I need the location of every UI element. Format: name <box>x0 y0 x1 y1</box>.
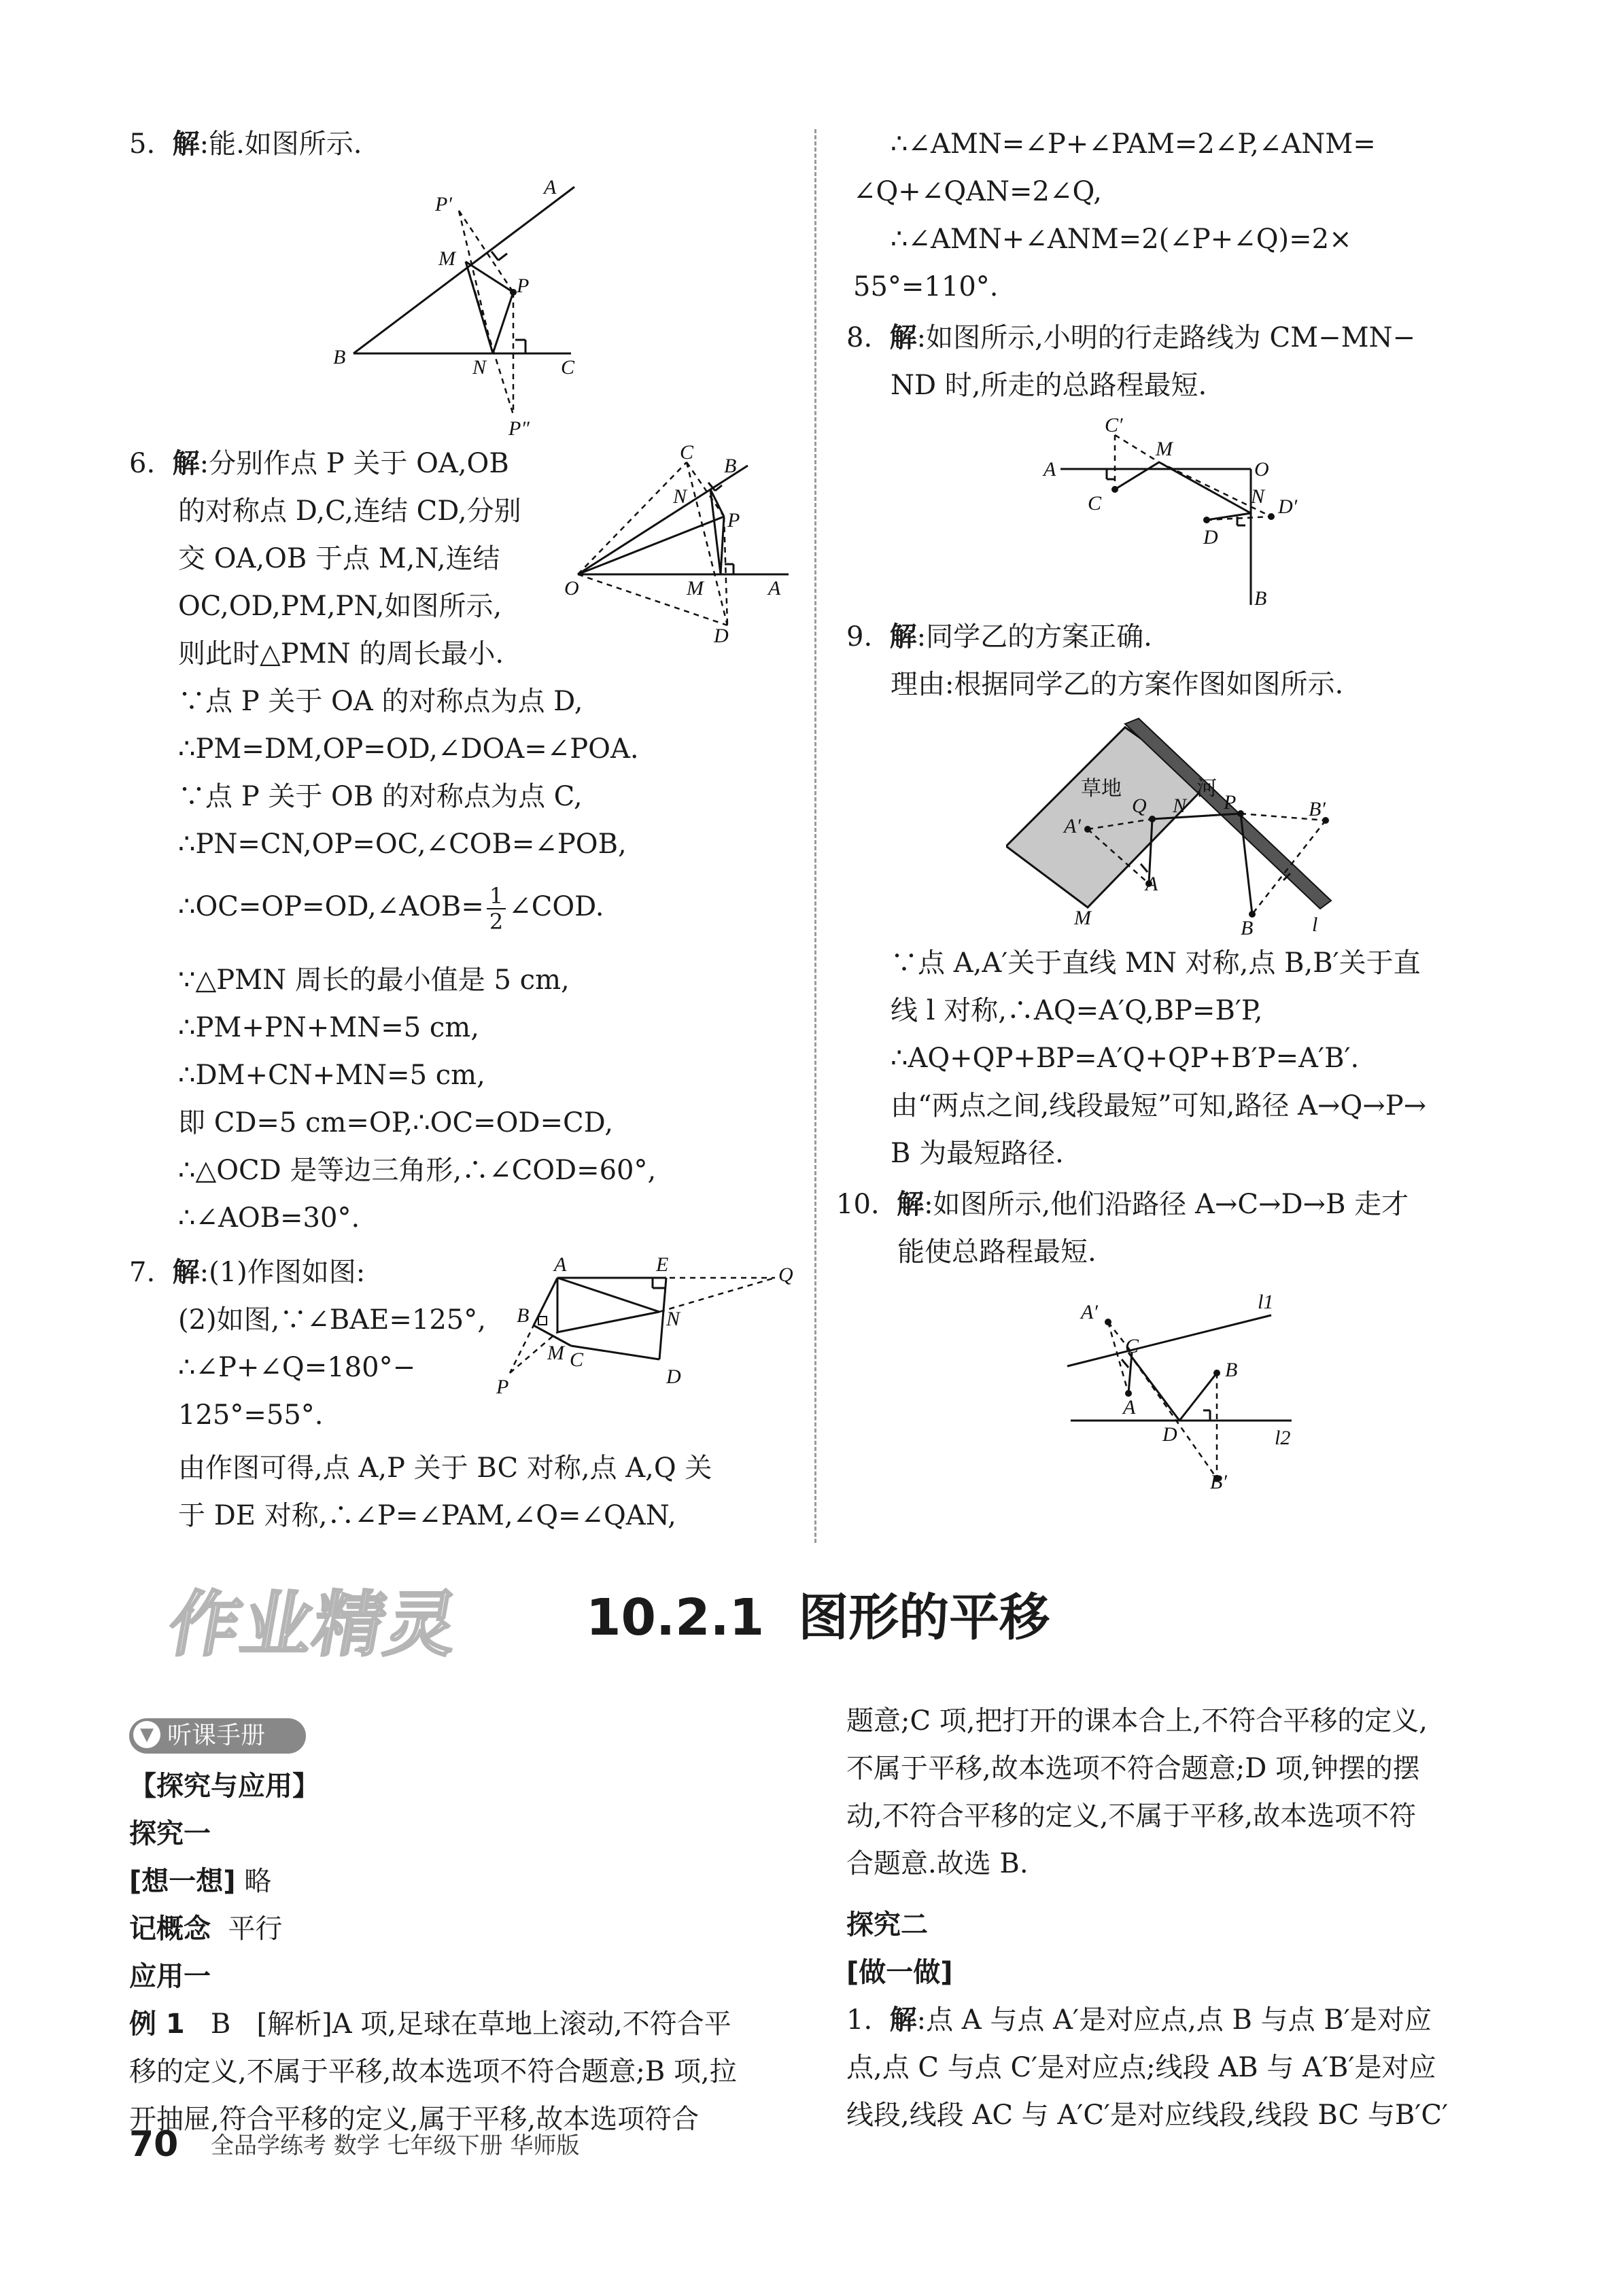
listen-handbook-badge: ▼ 听课手册 <box>129 1718 306 1754</box>
heading: 探究二 <box>846 1909 928 1941</box>
q6-line: 即 CD=5 cm=OP,∴OC=OD=CD, <box>178 1107 613 1138</box>
fig10-label: A′ <box>1081 1301 1098 1323</box>
fig8-label: D′ <box>1278 495 1298 518</box>
fig5-label: B <box>333 346 346 368</box>
q9-line: 理由:根据同学乙的方案作图如图所示. <box>891 669 1344 700</box>
fig6-label: A <box>768 577 781 599</box>
fig6-label: C <box>680 442 694 464</box>
fig9-label: Q <box>1132 795 1147 817</box>
figure-7 <box>489 1251 802 1400</box>
q7-cont-line: ∴∠AMN=∠P+∠PAM=2∠P,∠ANM= <box>891 128 1376 160</box>
q6-line: ∵点 P 关于 OB 的对称点为点 C, <box>178 781 583 812</box>
q6-line: ∴PM=DM,OP=OD,∠DOA=∠POA. <box>178 733 639 765</box>
fig5-label: P′ <box>435 193 452 215</box>
q9-line: ∴AQ+QP+BP=A′Q+QP+B′P=A′B′. <box>891 1043 1360 1074</box>
fig5-label: A <box>544 176 557 198</box>
figure-5 <box>326 170 598 442</box>
fig8-label: M <box>1156 438 1173 460</box>
lower-right-line: 点,点 C 与点 C′是对应点;线段 AB 与 A′B′是对应 <box>846 2052 1436 2083</box>
watermark-logo: 作业精灵 <box>162 1583 466 1666</box>
q8-line: ND 时,所走的总路程最短. <box>891 370 1207 401</box>
fig10-label: B′ <box>1210 1471 1227 1493</box>
fig5-label: P″ <box>508 417 530 440</box>
fraction: $\frac{1}{2}$ <box>487 884 506 934</box>
fig6-label: P <box>727 509 740 532</box>
lower-left-line: 开抽屉,符合平移的定义,属于平移,故本选项符合 <box>129 2104 700 2135</box>
fig10-label: l2 <box>1275 1427 1291 1449</box>
fig9-label: P <box>1224 791 1237 814</box>
lower-right-line: 题意;C 项,把打开的课本合上,不符合平移的定义, <box>846 1705 1428 1737</box>
q7-cont-line: ∠Q+∠QAN=2∠Q, <box>853 176 1103 207</box>
fig8-label: A <box>1043 458 1056 481</box>
q10-line: 能使总路程最短. <box>897 1236 1097 1268</box>
page-number: 70 <box>129 2124 179 2165</box>
q6-line: ∴∠AOB=30°. <box>178 1202 360 1234</box>
figure-9 <box>1006 710 1360 948</box>
q6-line: 的对称点 D,C,连结 CD,分别 <box>178 495 521 527</box>
heading: 应用一 <box>129 1961 211 1992</box>
lower-right-line: 动,不符合平移的定义,不属于平移,故本选项不符 <box>846 1801 1417 1832</box>
q7-cont-line: ∴∠AMN+∠ANM=2(∠P+∠Q)=2× <box>891 224 1352 255</box>
q6-line: ∴PM+PN+MN=5 cm, <box>178 1012 479 1043</box>
fig6-label: N <box>673 485 687 508</box>
fig8-label: D <box>1203 526 1218 549</box>
chevron-down-icon: ▼ <box>133 1721 160 1748</box>
fig9-label: B <box>1241 917 1254 939</box>
q6-line: ∴DM+CN+MN=5 cm, <box>178 1060 485 1091</box>
q9-line: ∵点 A,A′关于直线 MN 对称,点 B,B′关于直 <box>891 947 1421 979</box>
lower-right-line: 线段,线段 AC 与 A′C′是对应线段,线段 BC 与B′C′ <box>846 2100 1449 2131</box>
fig7-label: A <box>554 1253 567 1276</box>
fig9-label: M <box>1074 907 1091 929</box>
fig7-label: E <box>656 1253 669 1276</box>
fig8-label: O <box>1254 458 1269 481</box>
q7-line: ∴∠P+∠Q=180°− <box>178 1352 416 1383</box>
fig10-label: C <box>1125 1335 1139 1357</box>
fig8-label: N <box>1251 485 1265 508</box>
q6-line: 6. 解:分别作点 P 关于 OA,OB <box>129 447 509 479</box>
lower-right-line: 1. 解:点 A 与点 A′是对应点,点 B 与点 B′是对应 <box>846 2004 1432 2036</box>
fig9-label: A′ <box>1064 815 1081 837</box>
q6-line: ∵点 P 关于 OA 的对称点为点 D, <box>178 686 583 717</box>
q9-line: 由“两点之间,线段最短”可知,路径 A→Q→P→ <box>891 1090 1427 1121</box>
q7-cont-line: 55°=110°. <box>853 271 999 302</box>
figure-10 <box>1047 1285 1346 1495</box>
q6-line: ∴OC=OP=OD,∠AOB= $\frac{1}{2}$ ∠COD. <box>178 883 604 935</box>
fig8-label: C <box>1088 492 1102 515</box>
fig7-label: M <box>547 1342 564 1364</box>
fig5-label: P <box>517 275 530 297</box>
q7-line: 于 DE 对称,∴∠P=∠PAM,∠Q=∠QAN, <box>178 1500 676 1531</box>
q6-line: 交 OA,OB 于点 M,N,连结 <box>178 543 500 574</box>
heading: 探究一 <box>129 1818 211 1849</box>
figure-6 <box>564 442 795 653</box>
fig10-label: l1 <box>1258 1291 1274 1313</box>
fig10-label: D <box>1162 1423 1177 1446</box>
fig6-label: O <box>564 577 579 599</box>
section-title: 10.2.1 图形的平移 <box>586 1588 1050 1647</box>
fig5-label: M <box>438 247 455 270</box>
lower-right-line: 不属于平移,故本选项不符合题意;D 项,钟摆的摆 <box>846 1753 1420 1784</box>
q9-line: B 为最短路径. <box>891 1138 1064 1169</box>
column-divider <box>814 129 816 1543</box>
fig9-label: N <box>1173 795 1187 817</box>
fig9-label: l <box>1312 914 1318 936</box>
heading: 【探究与应用】 <box>129 1771 320 1802</box>
fig10-label: B <box>1225 1359 1238 1381</box>
fig5-label: C <box>561 356 575 379</box>
fig7-label: N <box>666 1308 680 1330</box>
fig9-label: 草地 <box>1081 777 1122 801</box>
fig7-label: D <box>666 1366 681 1388</box>
fig6-label: B <box>724 455 737 477</box>
q6-line: OC,OD,PM,PN,如图所示, <box>178 591 502 622</box>
fig8-label: C′ <box>1105 415 1123 436</box>
fig7-label: C <box>570 1349 584 1371</box>
lower-right-line: 合题意.故选 B. <box>846 1848 1029 1879</box>
q7-line: 125°=55°. <box>178 1399 324 1431</box>
fig10-label: A <box>1123 1396 1136 1419</box>
fig9-label: A <box>1145 873 1158 895</box>
q9-line: 线 l 对称,∴AQ=A′Q,BP=B′P, <box>891 995 1263 1026</box>
q7-line: 7. 解:(1)作图如图: <box>129 1256 366 1288</box>
fig6-label: M <box>687 577 704 599</box>
lower-left-line: 移的定义,不属于平移,故本选项不符合题意;B 项,拉 <box>129 2056 737 2087</box>
fig8-label: B <box>1254 587 1267 610</box>
fig9-label: B′ <box>1309 798 1326 820</box>
q6-line: ∴PN=CN,OP=OC,∠COB=∠POB, <box>178 829 627 860</box>
fig7-label: B <box>517 1304 530 1327</box>
q7-line: 由作图可得,点 A,P 关于 BC 对称,点 A,Q 关 <box>178 1453 712 1484</box>
q6-line: 则此时△PMN 的周长最小. <box>178 638 504 669</box>
heading: [做一做] <box>846 1957 953 1988</box>
q7-line: (2)如图,∵∠BAE=125°, <box>178 1304 486 1336</box>
fig7-label: P <box>496 1376 509 1398</box>
lower-left-line: [想一想] 略 <box>129 1866 272 1897</box>
q9-line: 9. 解:同学乙的方案正确. <box>846 621 1152 653</box>
fig6-label: D <box>714 625 729 647</box>
lower-left-line: 记概念 平行 <box>129 1913 283 1945</box>
q6-line: ∴△OCD 是等边三角形,∴∠COD=60°, <box>178 1155 657 1186</box>
fig9-label: 河 <box>1196 777 1217 801</box>
book-title: 全品学练考 数学 七年级下册 华师版 <box>211 2132 580 2159</box>
fig7-label: Q <box>778 1264 793 1286</box>
q6-line: ∵△PMN 周长的最小值是 5 cm, <box>178 964 570 996</box>
fig5-label: N <box>472 356 487 379</box>
q10-line: 10. 解:如图所示,他们沿路径 A→C→D→B 走才 <box>836 1188 1409 1220</box>
figure-8 <box>1040 415 1326 619</box>
lower-left-line: 例 1 B [解析]A 项,足球在草地上滚动,不符合平 <box>129 2008 731 2040</box>
q5-text: 5. 解:能.如图所示. <box>129 128 362 160</box>
q8-line: 8. 解:如图所示,小明的行走路线为 CM−MN− <box>846 321 1416 353</box>
